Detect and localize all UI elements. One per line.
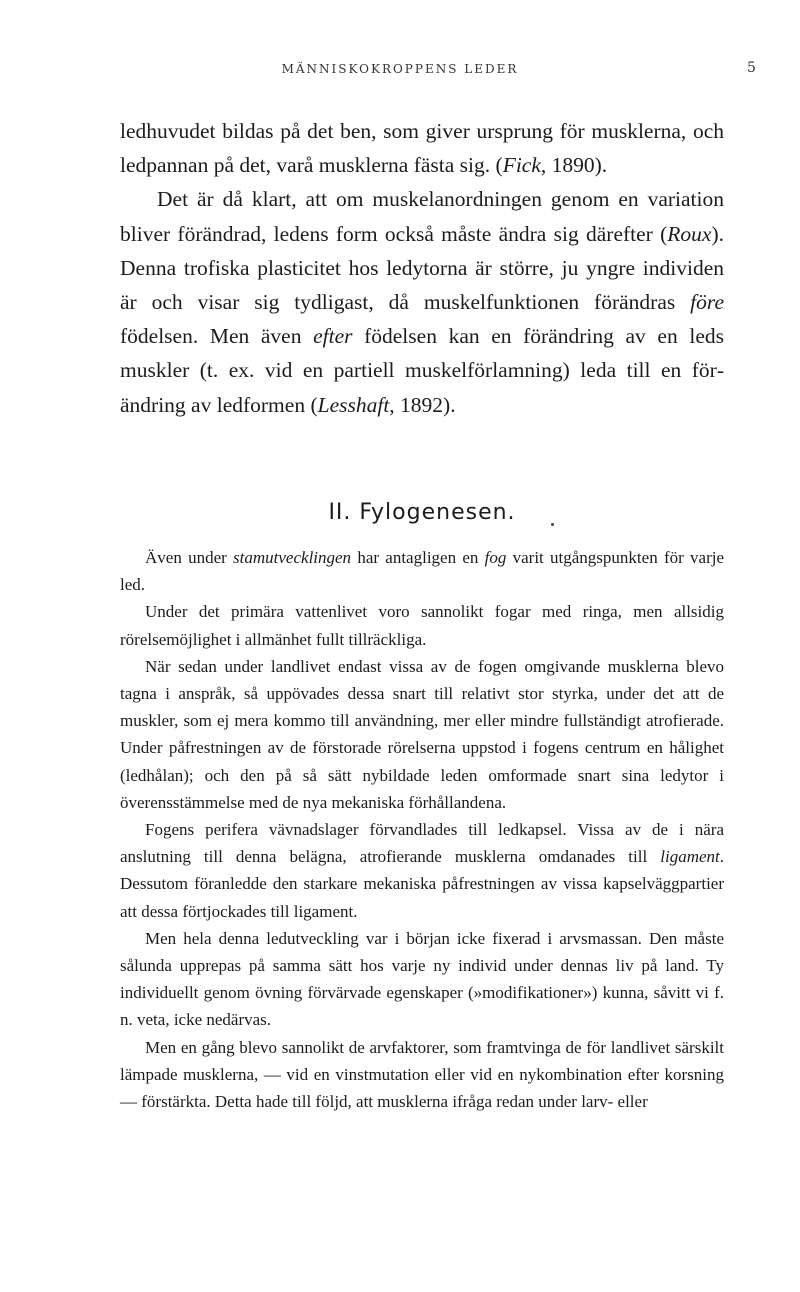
phylogeny-text-block	[120, 544, 724, 1115]
text-run: ). Denna trofiska plasticitet hos ledytorna är större, ju yngre individen är och visar sig tydligast, då muskelfunktionen förändras	[120, 221, 724, 315]
text-run: , 1892).	[389, 392, 456, 417]
specks	[551, 523, 554, 526]
paragraph	[120, 816, 724, 925]
text-run: födelsen kan en förändring av en leds muskler (t. ex. vid en partiell muskelförlamning) leda till en förändring av ledformen (	[120, 324, 724, 417]
citation-author: Fick	[502, 153, 541, 178]
text-run: ledhuvudet bildas på det ben, som giver ursprung för musklerna, och ledpannan på det, varå musklerna fästa sig. (	[120, 119, 724, 178]
text-run: . Dessutom föranledde den starkare mekaniska påfrestningen av vissa kapselväggpartier att dessa förtjockades till ligament.	[120, 847, 724, 921]
text-run: varit utgångspunkten för varje led.	[120, 548, 724, 595]
section-heading: II. Fylogenesen.	[328, 500, 516, 525]
text-run: Det är då klart, att om muskelanordningen genom en variation bliver förändrad, ledens form också måste ändra sig därefter (	[120, 187, 724, 246]
intro-paragraph-2	[120, 182, 724, 421]
citation-author: Roux	[667, 221, 712, 246]
emphasis: fog	[484, 548, 507, 567]
text-run: har antagligen en	[351, 548, 485, 567]
intro-paragraph-1	[120, 114, 724, 182]
paragraph: Under det primära vattenlivet voro sannolikt fogar med ringa, men allsidig rörelsemöjlighet i allmänhet fullt tillräckliga.	[120, 602, 724, 649]
text-run: Även under	[145, 548, 234, 567]
text-run: födelsen. Men även	[120, 324, 314, 349]
paragraph: Men hela denna ledutveckling var i början icke fixerad i arvsmassan. Den måste sålunda upprepas på samma sätt hos varje ny individ under dennas liv på land. Ty individuellt genom övning förvärvade egenskaper (»modifikationer») kunna, såvitt vi f. n. veta, icke nedärvas.	[120, 928, 724, 1030]
text-run: Fogens perifera vävnadslager förvandlades till ledkapsel. Vissa av de i nära anslutning till denna belägna, atrofierande musklerna omdanades till	[120, 820, 724, 867]
page-number: 5	[747, 60, 756, 76]
text-run: , 1890).	[540, 153, 608, 178]
paragraph: Men en gång blevo sannolikt de arvfaktorer, som framtvinga de för landlivet särskilt lämpade musklerna, — vid en vinstmutation eller vid en nykombination efter korsning — förstärkta. Detta hade till följd, att musklerna ifråga redan under larv- eller	[120, 1037, 724, 1112]
emphasis: stamutvecklingen	[233, 548, 352, 567]
paragraph	[120, 544, 724, 598]
emphasis: före	[690, 290, 724, 315]
running-header: MÄNNISKOKROPPENS LEDER	[281, 62, 519, 76]
emphasis: efter	[313, 324, 353, 349]
emphasis: ligament	[660, 847, 720, 867]
citation-author: Lesshaft	[317, 392, 390, 417]
intro-text-block	[120, 114, 724, 422]
paragraph: När sedan under landlivet endast vissa av de fogen omgivande musklerna blevo tagna i anspråk, så uppövades dessa snart till relativt stor styrka, under det att de muskler, som ej mera kommo till användning, mer eller mindre fullständigt atrofierade. Under påfrestningen av de förstorade rörelserna uppstod i fogens centrum en hålighet (ledhålan); och den på så sätt nybildade leden omformade snart sina ledytor i överensstämmelse med de nya mekaniska förhållandena.	[120, 656, 724, 812]
